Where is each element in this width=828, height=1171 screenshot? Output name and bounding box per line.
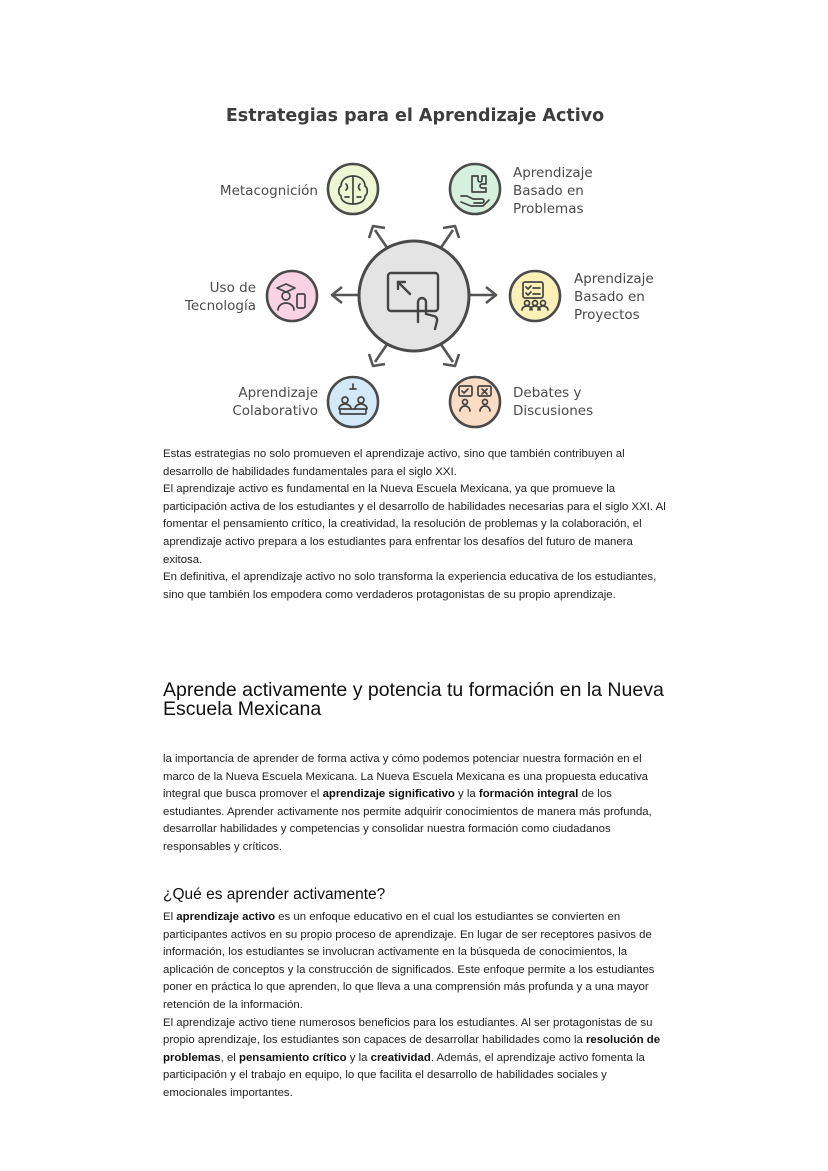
text-run: de los estudiantes. Aprender activamente nos permite adquirir conocimientos de manera más profunda, desarrollar habilidades y competencias y consolidar nuestra formación como ciudadanos responsables y críticos. <box>163 788 652 853</box>
bold-term: formación integral <box>478 788 579 801</box>
node-label-line: Basado en <box>574 289 645 305</box>
center-node <box>359 241 469 351</box>
node-label-line: Colaborativo <box>232 403 318 419</box>
diagram-title: Estrategias para el Aprendizaje Activo <box>225 106 605 126</box>
text-run: . Además, el aprendizaje activo fomenta la participación y el trabajo en equipo, lo que facilita el desarrollo de habilidades sociales y emocionales importantes. <box>163 1051 645 1099</box>
sub-heading: ¿Qué es aprender activamente? <box>163 886 386 903</box>
text-run: , el <box>220 1051 239 1064</box>
node-label-line: Aprendizaje <box>238 385 318 401</box>
bold-term: aprendizaje significativo <box>322 788 455 801</box>
node-label-line: Proyectos <box>574 307 640 323</box>
what-paragraph <box>163 909 668 1015</box>
node-metacognicion <box>220 164 378 214</box>
main-heading: Aprende activamente y potencia tu formación en la Nueva Escuela Mexicana <box>163 679 664 720</box>
text-run: El aprendizaje activo tiene numerosos beneficios para los estudiantes. Al ser protagonistas de su propio aprendizaje, los estudiantes son capaces de desarrollar habilidades como la <box>163 1016 653 1047</box>
bold-term: aprendizaje activo <box>176 911 276 923</box>
node-uso-tecnologia <box>184 271 317 321</box>
node-label-line: Discusiones <box>513 403 594 419</box>
node-circle <box>510 271 560 321</box>
node-label-line: Uso de <box>209 280 256 296</box>
node-label-line: Tecnología <box>184 298 256 314</box>
node-label-line: Aprendizaje <box>513 165 593 181</box>
bold-term: creatividad <box>370 1051 431 1064</box>
node-circle <box>450 377 500 427</box>
node-circle <box>267 271 317 321</box>
node-aprendizaje-proyectos <box>510 271 654 323</box>
bold-term: resolución de problemas <box>163 1034 661 1064</box>
intro-section <box>163 446 668 604</box>
arrow-left <box>332 287 360 303</box>
intro-paragraph: Estas estrategias no solo promueven el aprendizaje activo, sino que también contribuyen al desarrollo de habilidades fundamentales para el siglo XXI. <box>163 448 625 478</box>
node-aprendizaje-problemas <box>450 164 593 217</box>
node-label-line: Problemas <box>513 201 584 217</box>
what-section <box>163 909 668 1103</box>
text-run: y la <box>346 1051 371 1064</box>
arrow-right <box>468 287 496 303</box>
text-run: y la <box>454 788 479 801</box>
node-label: Metacognición <box>219 183 318 199</box>
what-paragraph <box>163 1015 668 1103</box>
node-label-line: Basado en <box>513 183 584 199</box>
section-intro-paragraph <box>163 751 668 857</box>
strategies-diagram <box>0 0 828 440</box>
node-debates-discusiones <box>450 377 593 427</box>
section-intro <box>163 751 668 857</box>
node-aprendizaje-colaborativo <box>232 377 378 427</box>
text-run: El <box>163 911 177 923</box>
text-run: es un enfoque educativo en el cual los estudiantes se convierten en participantes activos en su propio proceso de aprendizaje. En lugar de ser receptores pasivos de información, los estudiantes se involucran activamente en la búsqueda de conocimientos, la aplicación de conceptos y la construcción de significados. Este enfoque permite a los estudiantes poner en práctica lo que aprenden, lo que lleva a una comprensión más profunda y a una mayor retención de la información. <box>163 911 655 1011</box>
center-circle <box>359 241 469 351</box>
intro-paragraph: En definitiva, el aprendizaje activo no solo transforma la experiencia educativa de los estudiantes, sino que también los empodera como verdaderos protagonistas de su propio aprendizaje. <box>163 571 657 601</box>
bold-term: pensamiento crítico <box>238 1051 347 1064</box>
text-run: la importancia de aprender de forma activa y cómo podemos potenciar nuestra formación en el marco de la Nueva Escuela Mexicana. La Nueva Escuela Mexicana es una propuesta educativa integral que busca promover el <box>163 753 649 801</box>
intro-paragraph: El aprendizaje activo es fundamental en la Nueva Escuela Mexicana, ya que promueve la participación activa de los estudiantes y el desarrollo de habilidades necesarias para el siglo XXI. Al fomentar el pensamiento crítico, la creatividad, la resolución de problemas y la colaboración, el aprendizaje activo prepara a los estudiantes para enfrentar los desafíos del futuro de manera exitosa. <box>163 483 666 566</box>
node-label-line: Debates y <box>513 385 582 401</box>
node-label-line: Aprendizaje <box>574 271 654 287</box>
